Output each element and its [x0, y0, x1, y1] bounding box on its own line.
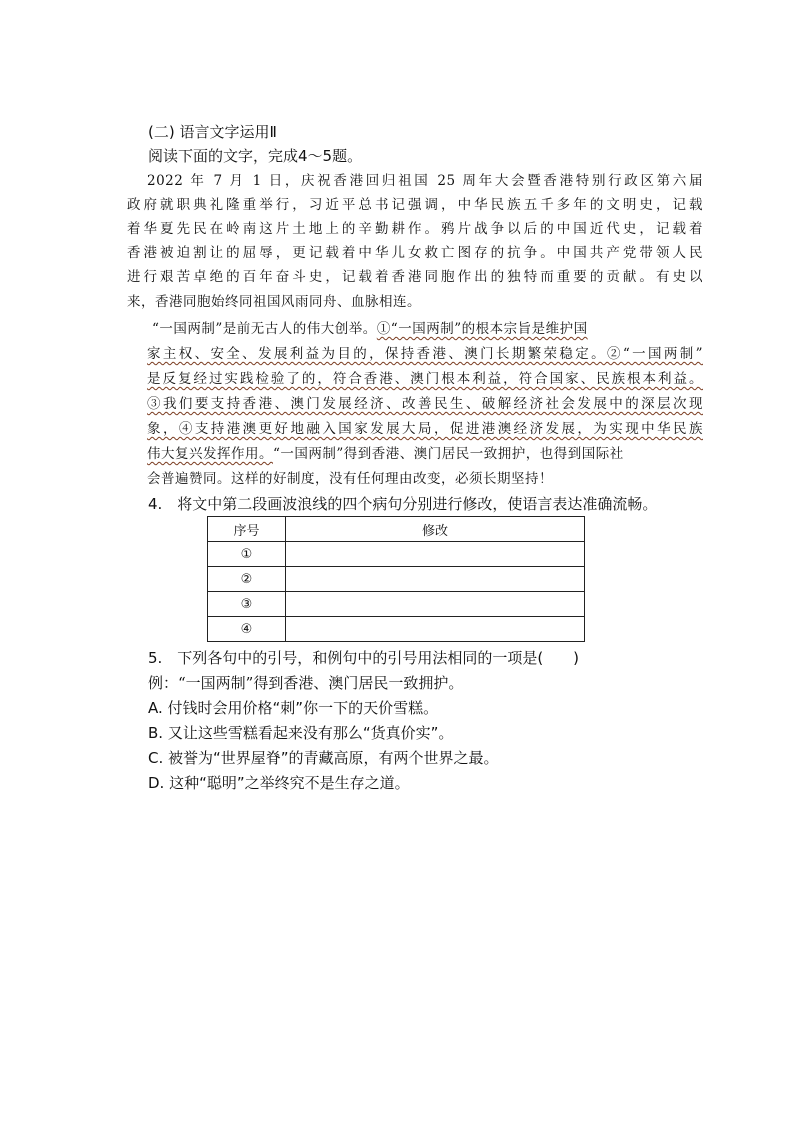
- table-header-row: [208, 517, 585, 542]
- row-number: ③: [208, 592, 286, 617]
- row-number: ②: [208, 567, 286, 592]
- wavy-sentence-line: ③我们要支持香港、澳门发展经济、改善民生、破解经济社会发展中的深层次现: [147, 396, 703, 412]
- wavy-sentence-line: 家主权、安全、发展利益为目的，保持香港、澳门长期繁荣稳定。②“一国两制”: [147, 346, 703, 362]
- passage-line: 会普遍赞同。这样的好制度，没有任何理由改变，必须长期坚持！: [147, 471, 553, 487]
- table-row: [208, 542, 585, 567]
- passage-line: 香港被迫割让的屈辱，更记载着中华儿女救亡图存的抗争。中国共产党带领人民: [127, 245, 703, 261]
- passage-line: 政府就职典礼隆重举行，习近平总书记强调，中华民族五千多年的文明史，记载: [127, 197, 703, 213]
- revision-answer-cell[interactable]: [286, 567, 585, 592]
- question-5: 5. 下列各句中的引号，和例句中的引号用法相同的一项是( ): [148, 649, 580, 667]
- revision-answer-cell[interactable]: [286, 617, 585, 642]
- passage-line: [147, 443, 624, 465]
- option-b[interactable]: B. 又让这些雪糕看起来没有那么“货真价实”。: [148, 724, 454, 742]
- wavy-sentence-1: ①“一国两制”的根本宗旨是维护国: [376, 321, 588, 337]
- wavy-sentence-4-end: 伟大复兴发挥作用。: [147, 446, 273, 462]
- table-row: [208, 567, 585, 592]
- column-header-number: 序号: [208, 517, 286, 542]
- plain-text: “一国两制”是前无古人的伟大创举。: [152, 321, 377, 337]
- option-d[interactable]: D. 这种“聪明”之举终究不是生存之道。: [148, 774, 410, 792]
- section-title: (二) 语言文字运用Ⅱ: [148, 123, 277, 141]
- wavy-sentence-line: 是反复经过实践检验了的，符合香港、澳门根本利益，符合国家、民族根本利益。: [147, 371, 703, 387]
- revision-answer-cell[interactable]: [286, 542, 585, 567]
- table-row: [208, 617, 585, 642]
- passage-line: 进行艰苦卓绝的百年奋斗史，记载着香港同胞作出的独特而重要的贡献。有史以: [127, 269, 703, 285]
- revision-table: [207, 516, 585, 642]
- passage-line: [152, 318, 588, 340]
- passage-line: 2022 年 7 月 1 日，庆祝香港回归祖国 25 周年大会暨香港特别行政区第六届: [147, 173, 703, 189]
- option-c[interactable]: C. 被誉为“世界屋脊”的青藏高原，有两个世界之最。: [148, 749, 499, 767]
- wavy-sentence-line: 象，④支持港澳更好地融入国家发展大局，促进港澳经济发展，为实现中华民族: [147, 421, 703, 437]
- row-number: ①: [208, 542, 286, 567]
- revision-answer-cell[interactable]: [286, 592, 585, 617]
- instruction-text: 阅读下面的文字，完成4～5题。: [148, 147, 363, 165]
- passage-line: 着华夏先民在岭南这片土地上的辛勤耕作。鸦片战争以后的中国近代史，记载着: [127, 221, 703, 237]
- row-number: ④: [208, 617, 286, 642]
- passage-line: 来，香港同胞始终同祖国风雨同舟、血脉相连。: [127, 294, 421, 310]
- column-header-revision: 修改: [286, 517, 585, 542]
- table-row: [208, 592, 585, 617]
- plain-text: “一国两制”得到香港、澳门居民一致拥护，也得到国际社: [273, 446, 624, 462]
- example-sentence: 例：“一国两制”得到香港、澳门居民一致拥护。: [148, 674, 464, 692]
- option-a[interactable]: A. 付钱时会用价格“刺”你一下的天价雪糕。: [148, 699, 439, 717]
- question-4: 4. 将文中第二段画波浪线的四个病句分别进行修改，使语言表达准确流畅。: [148, 495, 658, 513]
